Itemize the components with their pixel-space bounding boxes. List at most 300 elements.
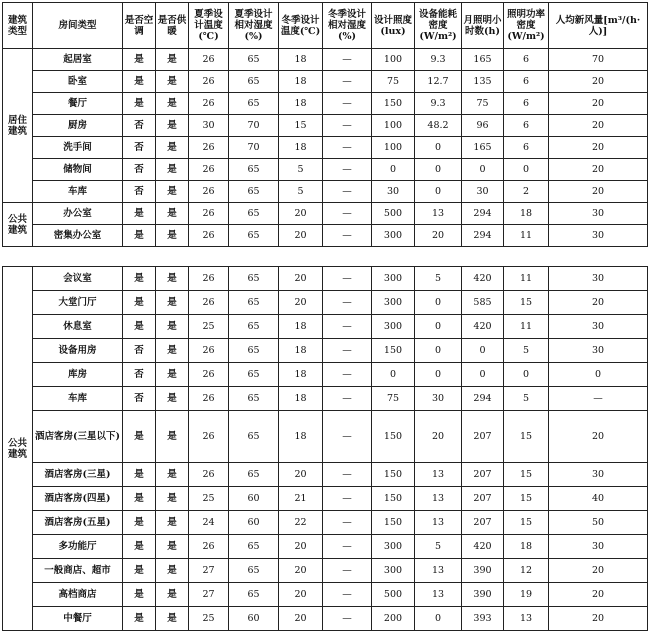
illuminance-cell: 30 <box>372 181 415 203</box>
equipment-density-cell: 0 <box>415 363 462 387</box>
lighting-power-density-cell: 13 <box>504 607 549 631</box>
summer-temp-cell: 26 <box>189 535 229 559</box>
winter-temp-cell: 18 <box>279 137 323 159</box>
room-type-cell: 酒店客房(五星) <box>33 511 123 535</box>
summer-temp-cell: 26 <box>189 387 229 411</box>
heating-cell: 是 <box>156 487 189 511</box>
lighting-hours-cell: 0 <box>462 159 504 181</box>
summer-temp-cell: 25 <box>189 607 229 631</box>
header-building-type: 建筑类型 <box>3 3 33 49</box>
room-type-cell: 办公室 <box>33 203 123 225</box>
winter-rh-cell: — <box>323 583 372 607</box>
equipment-density-cell: 13 <box>415 511 462 535</box>
equipment-density-cell: 13 <box>415 559 462 583</box>
illuminance-cell: 300 <box>372 291 415 315</box>
equipment-density-cell: 9.3 <box>415 49 462 71</box>
lighting-power-density-cell: 15 <box>504 411 549 463</box>
ac-cell: 是 <box>123 291 156 315</box>
illuminance-cell: 300 <box>372 559 415 583</box>
winter-rh-cell: — <box>323 181 372 203</box>
header-summer-temp: 夏季设计温度(℃) <box>189 3 229 49</box>
lighting-hours-cell: 135 <box>462 71 504 93</box>
heating-cell: 是 <box>156 203 189 225</box>
winter-rh-cell: — <box>323 463 372 487</box>
heating-cell: 是 <box>156 387 189 411</box>
table-row <box>3 363 648 387</box>
header-fresh-air: 人均新风量[m³/(h·人)] <box>549 3 648 49</box>
winter-rh-cell: — <box>323 71 372 93</box>
summer-rh-cell: 65 <box>229 267 279 291</box>
winter-temp-cell: 20 <box>279 463 323 487</box>
summer-rh-cell: 60 <box>229 607 279 631</box>
fresh-air-cell: 0 <box>549 363 648 387</box>
header-ac: 是否空调 <box>123 3 156 49</box>
ac-cell: 是 <box>123 203 156 225</box>
room-type-cell: 卧室 <box>33 71 123 93</box>
summer-temp-cell: 26 <box>189 159 229 181</box>
lighting-hours-cell: 390 <box>462 559 504 583</box>
table-row <box>3 137 648 159</box>
summer-temp-cell: 26 <box>189 137 229 159</box>
table-gap <box>0 254 650 266</box>
summer-temp-cell: 27 <box>189 559 229 583</box>
summer-temp-cell: 26 <box>189 291 229 315</box>
winter-rh-cell: — <box>323 339 372 363</box>
illuminance-cell: 300 <box>372 225 415 247</box>
table-row <box>3 511 648 535</box>
table-row <box>3 487 648 511</box>
summer-temp-cell: 26 <box>189 93 229 115</box>
header-winter-temp: 冬季设计温度(℃) <box>279 3 323 49</box>
winter-rh-cell: — <box>323 93 372 115</box>
fresh-air-cell: 20 <box>549 115 648 137</box>
header-winter-rh: 冬季设计相对湿度(%) <box>323 3 372 49</box>
ac-cell: 是 <box>123 535 156 559</box>
winter-rh-cell: — <box>323 559 372 583</box>
heating-cell: 是 <box>156 583 189 607</box>
illuminance-cell: 0 <box>372 159 415 181</box>
table-row <box>3 115 648 137</box>
lighting-hours-cell: 420 <box>462 267 504 291</box>
header-illuminance: 设计照度(lux) <box>372 3 415 49</box>
equipment-density-cell: 13 <box>415 463 462 487</box>
equipment-density-cell: 13 <box>415 583 462 607</box>
lighting-hours-cell: 165 <box>462 49 504 71</box>
winter-temp-cell: 20 <box>279 225 323 247</box>
heating-cell: 是 <box>156 181 189 203</box>
heating-cell: 是 <box>156 267 189 291</box>
room-type-cell: 酒店客房(三星) <box>33 463 123 487</box>
room-type-cell: 起居室 <box>33 49 123 71</box>
ac-cell: 否 <box>123 363 156 387</box>
fresh-air-cell: 20 <box>549 71 648 93</box>
equipment-density-cell: 5 <box>415 535 462 559</box>
room-type-cell: 厨房 <box>33 115 123 137</box>
lighting-power-density-cell: 15 <box>504 511 549 535</box>
summer-temp-cell: 26 <box>189 267 229 291</box>
equipment-density-cell: 0 <box>415 607 462 631</box>
winter-rh-cell: — <box>323 535 372 559</box>
heating-cell: 是 <box>156 463 189 487</box>
winter-rh-cell: — <box>323 49 372 71</box>
table-row <box>3 203 648 225</box>
ac-cell: 是 <box>123 71 156 93</box>
lighting-hours-cell: 294 <box>462 387 504 411</box>
equipment-density-cell: 13 <box>415 203 462 225</box>
fresh-air-cell: 20 <box>549 607 648 631</box>
heating-cell: 是 <box>156 315 189 339</box>
summer-rh-cell: 65 <box>229 463 279 487</box>
equipment-density-cell: 48.2 <box>415 115 462 137</box>
lighting-hours-cell: 207 <box>462 487 504 511</box>
heating-cell: 是 <box>156 535 189 559</box>
summer-temp-cell: 25 <box>189 487 229 511</box>
winter-temp-cell: 21 <box>279 487 323 511</box>
table-row <box>3 535 648 559</box>
table-row <box>3 463 648 487</box>
lighting-hours-cell: 96 <box>462 115 504 137</box>
summer-temp-cell: 30 <box>189 115 229 137</box>
equipment-density-cell: 0 <box>415 315 462 339</box>
winter-rh-cell: — <box>323 203 372 225</box>
room-type-cell: 一般商店、超市 <box>33 559 123 583</box>
ac-cell: 是 <box>123 511 156 535</box>
table-row <box>3 339 648 363</box>
lighting-hours-cell: 207 <box>462 463 504 487</box>
room-type-cell: 多功能厅 <box>33 535 123 559</box>
summer-temp-cell: 27 <box>189 583 229 607</box>
lighting-hours-cell: 294 <box>462 225 504 247</box>
summer-rh-cell: 65 <box>229 411 279 463</box>
building-type-cell: 居住建筑 <box>3 49 33 203</box>
illuminance-cell: 150 <box>372 93 415 115</box>
illuminance-cell: 300 <box>372 267 415 291</box>
fresh-air-cell: 20 <box>549 181 648 203</box>
lighting-hours-cell: 585 <box>462 291 504 315</box>
winter-temp-cell: 18 <box>279 411 323 463</box>
summer-temp-cell: 26 <box>189 363 229 387</box>
winter-temp-cell: 18 <box>279 339 323 363</box>
winter-temp-cell: 20 <box>279 559 323 583</box>
lighting-power-density-cell: 11 <box>504 315 549 339</box>
equipment-density-cell: 12.7 <box>415 71 462 93</box>
fresh-air-cell: 30 <box>549 339 648 363</box>
winter-rh-cell: — <box>323 411 372 463</box>
summer-rh-cell: 60 <box>229 511 279 535</box>
ac-cell: 是 <box>123 463 156 487</box>
illuminance-cell: 100 <box>372 115 415 137</box>
summer-rh-cell: 65 <box>229 291 279 315</box>
heating-cell: 是 <box>156 225 189 247</box>
table-row <box>3 559 648 583</box>
heating-cell: 是 <box>156 411 189 463</box>
lighting-power-density-cell: 6 <box>504 49 549 71</box>
summer-temp-cell: 26 <box>189 49 229 71</box>
ac-cell: 是 <box>123 487 156 511</box>
summer-rh-cell: 65 <box>229 315 279 339</box>
summer-rh-cell: 65 <box>229 71 279 93</box>
winter-temp-cell: 20 <box>279 291 323 315</box>
heating-cell: 是 <box>156 71 189 93</box>
ac-cell: 否 <box>123 339 156 363</box>
summer-rh-cell: 70 <box>229 137 279 159</box>
room-type-cell: 餐厅 <box>33 93 123 115</box>
room-type-cell: 高档商店 <box>33 583 123 607</box>
header-lighting-power-density: 照明功率密度(W/m²) <box>504 3 549 49</box>
lighting-hours-cell: 0 <box>462 363 504 387</box>
summer-temp-cell: 26 <box>189 225 229 247</box>
lighting-power-density-cell: 5 <box>504 387 549 411</box>
winter-temp-cell: 18 <box>279 315 323 339</box>
winter-rh-cell: — <box>323 115 372 137</box>
lighting-power-density-cell: 11 <box>504 267 549 291</box>
equipment-density-cell: 0 <box>415 181 462 203</box>
winter-rh-cell: — <box>323 315 372 339</box>
ac-cell: 否 <box>123 159 156 181</box>
illuminance-cell: 0 <box>372 363 415 387</box>
summer-rh-cell: 65 <box>229 387 279 411</box>
lighting-hours-cell: 207 <box>462 411 504 463</box>
illuminance-cell: 75 <box>372 387 415 411</box>
fresh-air-cell: 30 <box>549 463 648 487</box>
table-row <box>3 387 648 411</box>
ac-cell: 是 <box>123 607 156 631</box>
winter-rh-cell: — <box>323 137 372 159</box>
table-row <box>3 267 648 291</box>
winter-temp-cell: 20 <box>279 203 323 225</box>
equipment-density-cell: 0 <box>415 137 462 159</box>
lighting-hours-cell: 30 <box>462 181 504 203</box>
lighting-power-density-cell: 15 <box>504 291 549 315</box>
summer-rh-cell: 65 <box>229 159 279 181</box>
lighting-power-density-cell: 18 <box>504 535 549 559</box>
illuminance-cell: 100 <box>372 137 415 159</box>
equipment-density-cell: 0 <box>415 339 462 363</box>
table-row <box>3 71 648 93</box>
lighting-power-density-cell: 12 <box>504 559 549 583</box>
winter-temp-cell: 20 <box>279 267 323 291</box>
summer-rh-cell: 65 <box>229 559 279 583</box>
summer-rh-cell: 65 <box>229 339 279 363</box>
equipment-density-cell: 9.3 <box>415 93 462 115</box>
ac-cell: 是 <box>123 93 156 115</box>
heating-cell: 是 <box>156 511 189 535</box>
fresh-air-cell: 20 <box>549 93 648 115</box>
fresh-air-cell: 70 <box>549 49 648 71</box>
winter-rh-cell: — <box>323 267 372 291</box>
room-type-cell: 密集办公室 <box>33 225 123 247</box>
summer-rh-cell: 65 <box>229 203 279 225</box>
lighting-power-density-cell: 6 <box>504 93 549 115</box>
illuminance-cell: 150 <box>372 463 415 487</box>
fresh-air-cell: 20 <box>549 411 648 463</box>
summer-temp-cell: 24 <box>189 511 229 535</box>
summer-temp-cell: 26 <box>189 411 229 463</box>
room-type-cell: 车库 <box>33 387 123 411</box>
ac-cell: 否 <box>123 387 156 411</box>
lighting-hours-cell: 0 <box>462 339 504 363</box>
fresh-air-cell: 40 <box>549 487 648 511</box>
summer-rh-cell: 65 <box>229 181 279 203</box>
equipment-density-cell: 20 <box>415 411 462 463</box>
illuminance-cell: 150 <box>372 339 415 363</box>
table-row <box>3 411 648 463</box>
winter-temp-cell: 18 <box>279 387 323 411</box>
summer-temp-cell: 26 <box>189 71 229 93</box>
ac-cell: 是 <box>123 225 156 247</box>
lighting-power-density-cell: 6 <box>504 71 549 93</box>
room-type-cell: 酒店客房(四星) <box>33 487 123 511</box>
illuminance-cell: 300 <box>372 315 415 339</box>
winter-rh-cell: — <box>323 225 372 247</box>
lighting-power-density-cell: 5 <box>504 339 549 363</box>
lighting-power-density-cell: 18 <box>504 203 549 225</box>
winter-rh-cell: — <box>323 159 372 181</box>
heating-cell: 是 <box>156 363 189 387</box>
table-row <box>3 583 648 607</box>
illuminance-cell: 150 <box>372 411 415 463</box>
room-type-cell: 大堂门厅 <box>33 291 123 315</box>
winter-rh-cell: — <box>323 607 372 631</box>
summer-temp-cell: 26 <box>189 203 229 225</box>
winter-temp-cell: 18 <box>279 71 323 93</box>
room-type-cell: 库房 <box>33 363 123 387</box>
table-row <box>3 181 648 203</box>
lighting-power-density-cell: 0 <box>504 363 549 387</box>
lower-data-table <box>2 266 648 631</box>
ac-cell: 是 <box>123 49 156 71</box>
room-type-cell: 休息室 <box>33 315 123 339</box>
lighting-hours-cell: 165 <box>462 137 504 159</box>
fresh-air-cell: — <box>549 387 648 411</box>
winter-temp-cell: 18 <box>279 49 323 71</box>
winter-rh-cell: — <box>323 387 372 411</box>
heating-cell: 是 <box>156 607 189 631</box>
ac-cell: 是 <box>123 315 156 339</box>
room-type-cell: 车库 <box>33 181 123 203</box>
lighting-hours-cell: 420 <box>462 315 504 339</box>
ac-cell: 否 <box>123 115 156 137</box>
summer-rh-cell: 65 <box>229 363 279 387</box>
summer-rh-cell: 65 <box>229 49 279 71</box>
summer-rh-cell: 65 <box>229 93 279 115</box>
room-type-cell: 设备用房 <box>33 339 123 363</box>
lighting-hours-cell: 294 <box>462 203 504 225</box>
lighting-power-density-cell: 6 <box>504 115 549 137</box>
summer-rh-cell: 65 <box>229 535 279 559</box>
table-row <box>3 315 648 339</box>
lighting-power-density-cell: 19 <box>504 583 549 607</box>
ac-cell: 是 <box>123 267 156 291</box>
room-type-cell: 会议室 <box>33 267 123 291</box>
illuminance-cell: 300 <box>372 535 415 559</box>
table-row <box>3 49 648 71</box>
room-type-cell: 酒店客房(三星以下) <box>33 411 123 463</box>
illuminance-cell: 100 <box>372 49 415 71</box>
upper-data-table <box>2 2 648 247</box>
lighting-hours-cell: 75 <box>462 93 504 115</box>
heating-cell: 是 <box>156 339 189 363</box>
lighting-power-density-cell: 15 <box>504 463 549 487</box>
equipment-density-cell: 5 <box>415 267 462 291</box>
heating-cell: 是 <box>156 559 189 583</box>
room-type-cell: 洗手间 <box>33 137 123 159</box>
summer-temp-cell: 25 <box>189 315 229 339</box>
illuminance-cell: 150 <box>372 487 415 511</box>
header-summer-rh: 夏季设计相对湿度(%) <box>229 3 279 49</box>
header-heating: 是否供暖 <box>156 3 189 49</box>
summer-temp-cell: 26 <box>189 181 229 203</box>
illuminance-cell: 75 <box>372 71 415 93</box>
equipment-density-cell: 0 <box>415 159 462 181</box>
header-row <box>3 3 648 49</box>
winter-rh-cell: — <box>323 487 372 511</box>
summer-rh-cell: 60 <box>229 487 279 511</box>
winter-temp-cell: 5 <box>279 159 323 181</box>
equipment-density-cell: 13 <box>415 487 462 511</box>
header-lighting-hours: 月照明小时数(h) <box>462 3 504 49</box>
heating-cell: 是 <box>156 159 189 181</box>
illuminance-cell: 500 <box>372 583 415 607</box>
fresh-air-cell: 20 <box>549 137 648 159</box>
lighting-hours-cell: 420 <box>462 535 504 559</box>
summer-rh-cell: 65 <box>229 225 279 247</box>
equipment-density-cell: 30 <box>415 387 462 411</box>
ac-cell: 否 <box>123 181 156 203</box>
heating-cell: 是 <box>156 49 189 71</box>
winter-temp-cell: 18 <box>279 93 323 115</box>
lighting-hours-cell: 207 <box>462 511 504 535</box>
winter-rh-cell: — <box>323 291 372 315</box>
header-equipment-density: 设备能耗密度(W/m²) <box>415 3 462 49</box>
winter-rh-cell: — <box>323 363 372 387</box>
winter-temp-cell: 22 <box>279 511 323 535</box>
residential-rows <box>3 49 648 203</box>
summer-rh-cell: 65 <box>229 583 279 607</box>
building-type-cell: 公共建筑 <box>3 203 33 247</box>
heating-cell: 是 <box>156 291 189 315</box>
building-type-cell: 公共建筑 <box>3 267 33 631</box>
fresh-air-cell: 20 <box>549 583 648 607</box>
winter-temp-cell: 5 <box>279 181 323 203</box>
table-row <box>3 291 648 315</box>
lighting-power-density-cell: 0 <box>504 159 549 181</box>
summer-temp-cell: 26 <box>189 463 229 487</box>
ac-cell: 是 <box>123 583 156 607</box>
illuminance-cell: 200 <box>372 607 415 631</box>
illuminance-cell: 150 <box>372 511 415 535</box>
table-row <box>3 159 648 181</box>
fresh-air-cell: 50 <box>549 511 648 535</box>
room-type-cell: 储物间 <box>33 159 123 181</box>
ac-cell: 是 <box>123 411 156 463</box>
lighting-power-density-cell: 2 <box>504 181 549 203</box>
winter-rh-cell: — <box>323 511 372 535</box>
lighting-power-density-cell: 15 <box>504 487 549 511</box>
fresh-air-cell: 30 <box>549 203 648 225</box>
equipment-density-cell: 0 <box>415 291 462 315</box>
table-row <box>3 607 648 631</box>
equipment-density-cell: 20 <box>415 225 462 247</box>
fresh-air-cell: 20 <box>549 559 648 583</box>
heating-cell: 是 <box>156 93 189 115</box>
table-row <box>3 225 648 247</box>
summer-rh-cell: 70 <box>229 115 279 137</box>
fresh-air-cell: 30 <box>549 225 648 247</box>
winter-temp-cell: 15 <box>279 115 323 137</box>
header-room-type: 房间类型 <box>33 3 123 49</box>
public-rows <box>3 267 648 631</box>
